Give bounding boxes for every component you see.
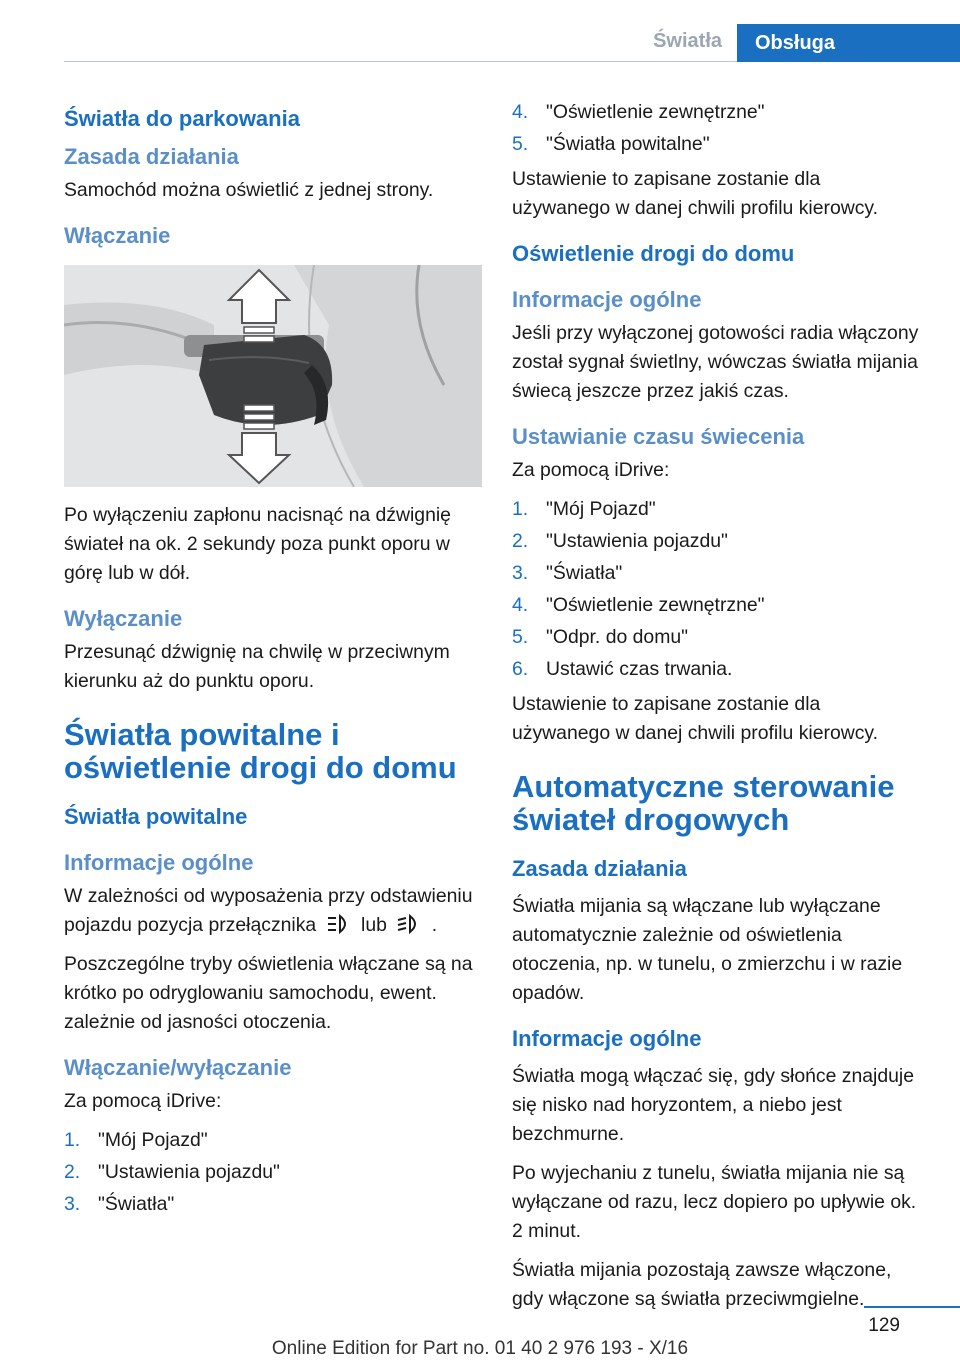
list-item-number: 1.: [64, 1129, 81, 1151]
heading-switch-off: Wyłączanie: [64, 606, 183, 631]
list-item-text: "Światła": [98, 1193, 175, 1215]
text-fog-lights: Światła mijania pozostają zawsze włączone, gdy włączone są światła przeciwmgielne.: [512, 1259, 892, 1310]
text-profile-saved: Ustawienie to zapisane zostanie dla używanego w danej chwili profilu kierowcy.: [512, 168, 879, 219]
text-general-part-a: W zależności od wyposażenia przy odstawieniu pojazdu pozycja przełącznika: [64, 885, 473, 936]
right-steps-list-top: [512, 98, 922, 159]
list-item-number: 1.: [512, 498, 529, 520]
heading-general-info: Informacje ogólne: [512, 287, 702, 312]
list-item-text: "Oświetlenie zewnętrzne": [546, 101, 765, 123]
list-item-text: "Światła": [546, 562, 623, 584]
list-item-number: 4.: [512, 594, 529, 616]
list-item-text: "Odpr. do domu": [546, 626, 689, 648]
text-lighting-modes: Poszczególne tryby oświetlenia włączane są na krótko po odryglowaniu samochodu, ewent. zależnie od jasności otoczenia.: [64, 953, 473, 1033]
left-column: [64, 98, 482, 1225]
text-via-idrive: Za pomocą iDrive:: [512, 459, 670, 481]
heading-home-lights: Oświetlenie drogi do domu: [512, 241, 795, 266]
text-general-info: [64, 882, 482, 940]
text-via-idrive: Za pomocą iDrive:: [64, 1090, 222, 1112]
heading-general-info: Informacje ogólne: [512, 1026, 702, 1051]
list-item: [512, 655, 922, 684]
list-item-number: 3.: [512, 562, 529, 584]
list-item-text: "Oświetlenie zewnętrzne": [546, 594, 765, 616]
list-item: [512, 527, 922, 556]
list-item: [512, 98, 922, 127]
list-item-number: 4.: [512, 101, 529, 123]
list-item: [512, 591, 922, 620]
list-item: [512, 495, 922, 524]
text-switch-on: Po wyłączeniu zapłonu nacisnąć na dźwignię świateł na ok. 2 sekundy poza punkt oporu w górę lub w dół.: [64, 504, 451, 584]
parking-light-switch-icon: [326, 913, 352, 935]
list-item: [64, 1190, 482, 1219]
low-beam-switch-icon: [396, 913, 422, 935]
list-item: [512, 623, 922, 652]
list-item-number: 2.: [64, 1161, 81, 1183]
text-general-end: .: [431, 914, 438, 936]
header-chapter-tab: Obsługa: [737, 24, 960, 62]
lever-illustration: [64, 265, 482, 487]
heading-auto-high-beam: Automatyczne sterowanie świateł drogowych: [512, 769, 895, 837]
list-item-text: Ustawić czas trwania.: [546, 658, 733, 680]
list-item-number: 3.: [64, 1193, 81, 1215]
list-item-text: "Mój Pojazd": [98, 1129, 208, 1151]
text-principle: Samochód można oświetlić z jednej strony.: [64, 179, 434, 201]
right-steps-list: [512, 495, 922, 684]
text-profile-saved: Ustawienie to zapisane zostanie dla używanego w danej chwili profilu kierowcy.: [512, 693, 879, 744]
heading-switch-on: Włączanie: [64, 223, 171, 248]
list-item: [64, 1126, 482, 1155]
text-general-or: lub: [361, 914, 387, 936]
text-home-lights: Jeśli przy wyłączonej gotowości radia włączony został sygnał świetlny, wówczas światła mijania świecą jeszcze przez jakiś czas.: [512, 322, 919, 402]
text-auto-principle: Światła mijania są włączane lub wyłączane automatycznie zależnie od oświetlenia otoczenia, np. w tunelu, o zmierzchu i w razie opadów.: [512, 895, 903, 1004]
list-item-text: "Światła powitalne": [546, 133, 710, 155]
text-tunnel-exit: Po wyjechaniu z tunelu, światła mijania nie są wyłączane od razu, lecz dopiero po upływie ok. 2 minut.: [512, 1162, 917, 1242]
list-item-number: 6.: [512, 658, 529, 680]
heading-general-info: Informacje ogólne: [64, 850, 254, 875]
text-low-sun: Światła mogą włączać się, gdy słońce znajduje się nisko nad horyzontem, a niebo jest bezchmurne.: [512, 1065, 915, 1145]
heading-principle: Zasada działania: [512, 856, 687, 881]
list-item-text: "Ustawienia pojazdu": [546, 530, 728, 552]
footer-rule: [864, 1306, 960, 1308]
right-column: [512, 98, 922, 1324]
left-steps-list: [64, 1126, 482, 1219]
heading-on-off: Włączanie/wyłączanie: [64, 1055, 292, 1080]
list-item: [512, 559, 922, 588]
heading-parking-lights: Światła do parkowania: [64, 106, 300, 131]
heading-principle: Zasada działania: [64, 144, 239, 169]
heading-welcome-lights: Światła powitalne: [64, 804, 248, 829]
list-item-number: 5.: [512, 133, 529, 155]
list-item-number: 2.: [512, 530, 529, 552]
list-item-text: "Ustawienia pojazdu": [98, 1161, 280, 1183]
heading-set-duration: Ustawianie czasu świecenia: [512, 424, 805, 449]
footer-edition: Online Edition for Part no. 01 40 2 976 193 - X/16: [271, 1338, 689, 1359]
list-item: [512, 130, 922, 159]
header-section-title: Światła: [653, 30, 722, 52]
page-number: 129: [868, 1315, 900, 1336]
list-item: [64, 1158, 482, 1187]
list-item-text: "Mój Pojazd": [546, 498, 656, 520]
list-item-number: 5.: [512, 626, 529, 648]
heading-welcome-and-home-lights: Światła powitalne i oświetlenie drogi do domu: [64, 717, 457, 785]
text-switch-off: Przesunąć dźwignię na chwilę w przeciwnym kierunku aż do punktu oporu.: [64, 641, 450, 692]
